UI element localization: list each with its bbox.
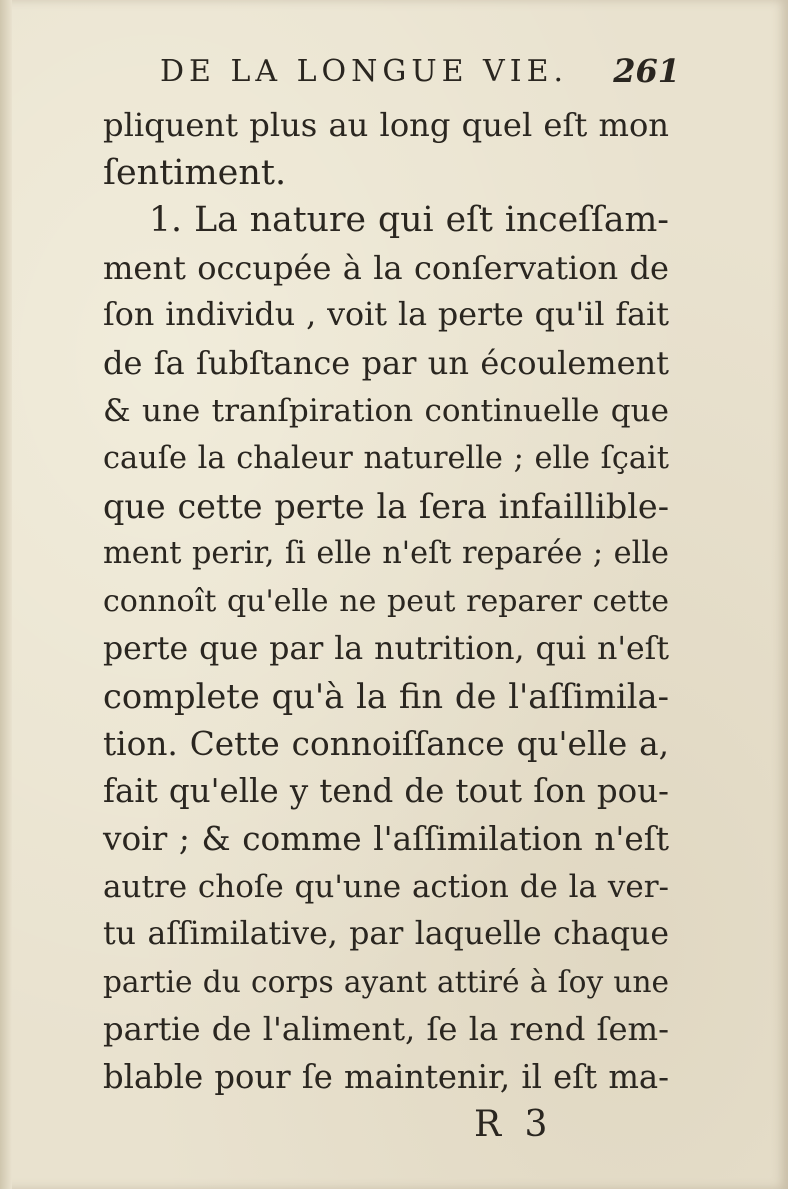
text-line: ſon individu , voit la perte qu'il fait [103,297,669,334]
text-line: que cette perte la ſera infaillible- [103,486,669,526]
text-line: ſentiment. [103,152,287,193]
text-line: tion. Cette connoiſſance qu'elle a, [103,724,669,763]
text-line: perte que par la nutrition, qui n'eſt [103,630,669,667]
page-header [160,50,680,100]
signature-mark: R 3 [474,1104,554,1145]
text-line: 1. La nature qui eſt inceſſam- [149,200,669,241]
text-line: partie du corps ayant attiré à ſoy une [103,964,669,999]
body-text [103,102,669,1101]
text-line: connoît qu'elle ne peut reparer cette [103,583,669,619]
text-line: blable pour ſe maintenir, il eſt ma- [103,1057,669,1096]
page-number: 261 [613,52,680,90]
text-line: de ſa ſubſtance par un écoulement [103,343,669,382]
text-line: autre choſe qu'une action de la ver- [103,868,669,905]
page-gutter-edge [0,0,12,1189]
text-line: fait qu'elle y tend de tout ſon pou- [103,772,669,811]
text-line: partie de l'aliment, ſe la rend ſem- [103,1010,669,1049]
text-line: cauſe la chaleur naturelle ; elle ſçait [103,441,669,477]
text-line: & une tranſpiration continuelle que [103,392,669,429]
running-title: DE LA LONGUE VIE. [160,54,569,89]
text-line: ment perir, ſi elle n'eſt reparée ; elle [103,536,669,572]
scan-margin [788,0,800,1189]
text-line: pliquent plus au long quel eſt mon [103,106,669,144]
text-line: voir ; & comme l'aſſimilation n'eſt [103,819,669,858]
text-line: complete qu'à la fin de l'aſſimila- [103,677,669,717]
text-line: tu aſſimilative, par laquelle chaque [103,916,669,953]
text-line: ment occupée à la conſervation de [103,248,669,287]
